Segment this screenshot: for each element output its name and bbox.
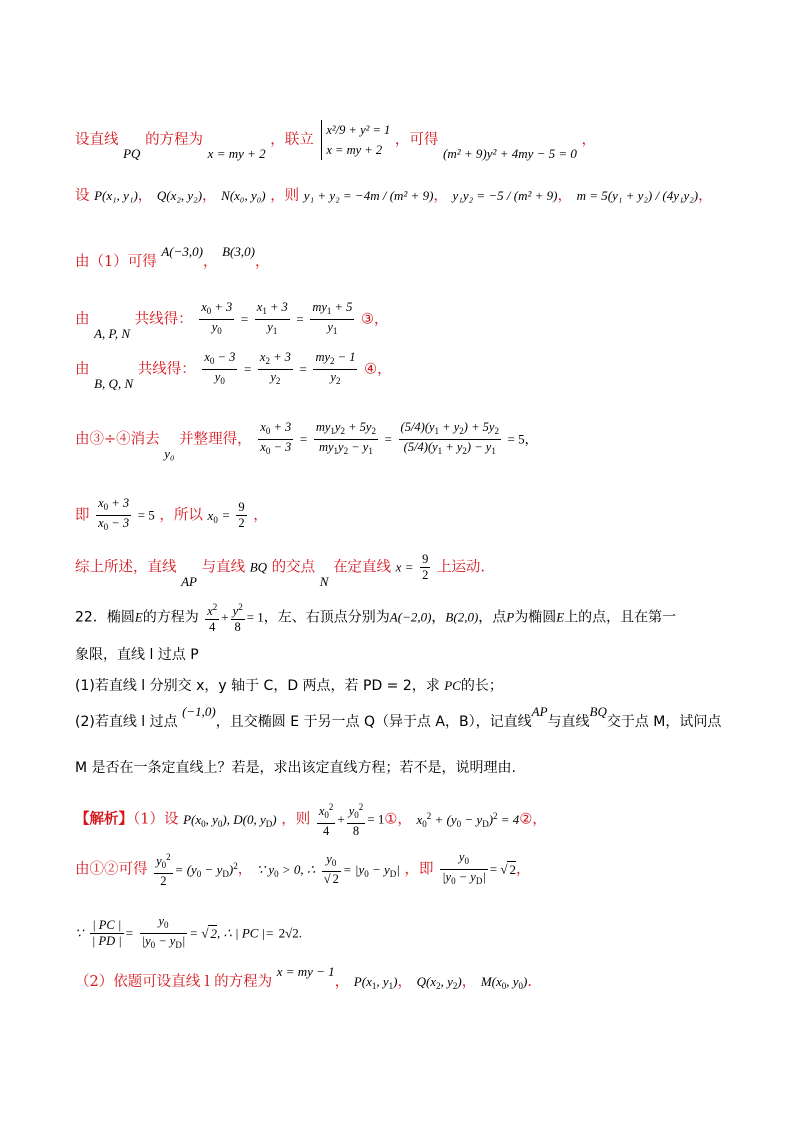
tag: ③ [360,311,374,328]
text: ，点 [478,609,507,626]
math-N: N(x₀, y₀) [221,188,266,203]
text: 并整理得， [179,431,252,448]
text: (2)若直线 l 过点 [75,714,178,730]
text: ，可得 [394,132,439,148]
fraction: $\frac{y_0^2}{8}$ [348,802,364,838]
text: 与直线 [201,559,246,576]
text: 由 [75,311,90,328]
math-A: A(−3,0) [161,244,203,259]
solution-line4: （2）依题可设直线 l 的方程为 x = my − 1， $P(x_1$, $y_1$)， $Q(x_2$, $y_2$)， $M(x_0$, $y_0$). [75,964,532,991]
math-BQ: BQ [249,559,268,575]
line-from-part1: 由（1）可得 A(−3,0)， B(3,0)， [75,244,270,270]
analysis-tag: 【解析】 [75,810,133,828]
text: 交于点 M，试问点 [606,714,722,730]
question-22-part2-line2: M 是否在一条定直线上？若是，求出该定直线方程；若不是，说明理由. [75,760,516,776]
text: （1）设 [133,811,179,828]
fraction: $\frac{y_0^2}{2}$ [156,852,171,888]
text: ，且交椭圆 E 于另一点 Q（异于点 A，B），记直线 [215,714,532,730]
math-pq: PQ [123,146,141,161]
math-y0: y₀ [164,445,175,461]
text: ， [253,507,268,524]
math-points: B, Q, N [94,375,134,391]
text: 共线得： [134,311,193,328]
math-sum: y₁ + y₂ = −4m / (m² + 9) [303,188,434,203]
fraction: $\frac{x_0 - 3}{y_0}$ [204,350,236,386]
text: 的长； [460,678,503,694]
math-m: m = 5(y₁ + y₂) / (4y₁y₂) [576,188,699,203]
text: （2）依题可设直线 l 的方程为 [75,974,273,990]
text: ，联立 [270,132,314,148]
solution-line2: 由①②可得 $\frac{y_0^2}{2}$ = $(y_0 - y_D)^2$， ∵ $y_0 > 0$, ∴ $\frac{y_0}{√ 2}$ = $|y_0 - y_D|$ ，即 $\frac{y_0}{|y_0 - y_D|}$ = √ 2， [75,850,531,888]
line-set-variables: 设 P(x₁, y₁)， Q(x₂, y₂)， N(x₀, y₀) ，则 y₁ + y₂ = −4m / (m² + 9)， y₁y₂ = −5 / (m² + 9)， m = 5(y₁ + y₂) / (4y₁y₂)， [75,188,713,204]
text: 22．椭圆 [75,609,135,626]
text: ，左、右顶点分别为 [263,609,390,626]
text: 在定直线 [333,559,392,576]
text: ， [581,132,596,148]
text: 上的点，且在第一 [564,609,677,626]
tag: ④ [364,361,378,378]
fraction: $\frac{x^2}{4}$ [207,602,218,634]
math-points: A, P, N [94,325,130,341]
text: 与直线 [547,714,590,730]
text: ，所以 [159,507,203,524]
text: 的方程为 [142,609,199,626]
fraction: $\frac{x_0 + 3}{x_0 - 3}$ [98,496,130,532]
text: 设 [75,188,90,204]
fraction: $\frac{| PC |}{| PD |}$ [91,918,122,948]
fraction: $\frac{x_0 + 3}{y_0}$ [201,300,233,336]
fraction: $\frac{my_1y_2 + 5y_2}{my_1y_2 - y_1}$ [315,420,376,456]
question-22-line1: 22．椭圆E的方程为 $\frac{x^2}{4}$ + $\frac{y^2}{8}$ = 1，左、右顶点分别为A(−2,0)，B(2,0)，点P为椭圆E上的点，且在第一 [75,602,677,634]
fraction: $\frac{my_2 - 1}{y_2}$ [315,350,356,386]
solution-line3: ∵ $\frac{| PC |}{| PD |}$ = $\frac{y_0}{|y_0 - y_D|}$ = √ 2, ∴ | PC |= 2√2. [75,914,302,953]
math-quadratic: (m² + 9)y² + 4my − 5 = 0 [443,146,577,161]
fraction: $\frac{9}{2}$ [238,500,245,530]
text: ②， [519,811,547,828]
fraction: $\frac{x_1 + 3}{y_1}$ [256,300,288,336]
solution-line1: 【解析】（1）设 $P(x_0$, $y_0$), D(0, $y_D$) ，则 $\frac{x_0^2}{4}$ + $\frac{y_0^2}{8}$ = 1①， $x_0^2 + (y_0 - y_D)^2$ = 4②， [75,802,547,838]
text: 由 [75,361,90,378]
fraction: $\frac{y_0}{|y_0 - y_D|}$ [442,850,486,886]
text: 的方程为 [145,132,204,148]
question-22-part1: (1)若直线 l 分别交 x，y 轴于 C，D 两点，若 PD = 2，求 PC的长； [75,678,503,694]
line-divide: 由③÷④消去 y₀ 并整理得， $\frac{x_0 + 3}{x_0 - 3}$ = $\frac{my_1y_2 + 5y_2}{my_1y_2 - y_1}$ = $\frac{(5/4)(y_1 + y_2) + 5y_2}{(5/4)(y_1 + y_2) - y_1}$ = 5， [75,420,538,461]
text: 综上所述，直线 [75,559,177,576]
fraction: $\frac{9}{2}$ [422,552,429,582]
fraction: $\frac{y^2}{8}$ [232,602,243,634]
equation-system [321,120,390,160]
system-top: x²/9 + y² = 1 [326,123,391,137]
text: (1)若直线 l 分别交 x，y 轴于 C，D 两点，若 PD = 2，求 [75,678,440,694]
math-AP: AP [181,573,197,589]
math-result: 2√2. [278,925,303,941]
text: ，即 [404,861,434,878]
text: 上运动. [436,559,486,576]
text: 的交点 [271,559,316,576]
text: 由①②可得 [75,861,148,878]
text: ①， [384,811,412,828]
text: = 5， [507,431,538,447]
line-collinear-apn: 由 A, P, N 共线得： $\frac{x_0 + 3}{y_0}$ = $\frac{x_1 + 3}{y_1}$ = $\frac{my_1 + 5}{y_1}$ ③， [75,300,389,341]
text: 由③÷④消去 [75,431,160,448]
line-therefore: 即 $\frac{x_0 + 3}{x_0 - 3}$ = 5 ，所以 $x_0$ = $\frac{9}{2}$ ， [75,496,268,535]
fraction: $\frac{x_0^2}{4}$ [318,802,334,838]
fraction: $\frac{(5/4)(y_1 + y_2) + 5y_2}{(5/4)(y_1 + y_2) - y_1}$ [400,420,499,456]
text: 共线得： [137,361,196,378]
question-22-line2: 象限，直线 l 过点 P [75,647,199,663]
fraction: $\frac{my_1 + 5}{y_1}$ [312,300,353,336]
line-equation-setup [75,120,596,160]
fraction: $\frac{y_0}{√ 2}$ [323,852,339,886]
fraction: $\frac{y_0}{|y_0 - y_D|}$ [141,914,186,950]
math-B: B(3,0) [222,244,255,259]
question-22-part2: (2)若直线 l 过点 (−1,0)，且交椭圆 E 于另一点 Q（异于点 A，B），记直线AP与直线BQ交于点 M，试问点 [75,704,722,730]
fraction: $\frac{x_2 + 3}{y_2}$ [259,350,291,386]
text: ，则 [270,188,300,204]
fraction: $\frac{x_0 + 3}{x_0 - 3}$ [260,420,292,456]
text: 由（1）可得 [75,254,157,270]
math-N: N [319,573,329,589]
math-prod: y₁y₂ = −5 / (m² + 9) [452,188,558,203]
system-bottom: x = my + 2 [326,143,383,157]
math-Q: Q(x₂, y₂) [156,188,203,203]
text: ，则 [281,811,311,828]
line-conclusion: 综上所述，直线 AP 与直线 BQ 的交点 N 在定直线 x = $\frac{9}{2}$ 上运动. [75,552,486,589]
text: 为椭圆 [514,609,557,626]
line-collinear-bqn: 由 B, Q, N 共线得： $\frac{x_0 - 3}{y_0}$ = $\frac{x_2 + 3}{y_2}$ = $\frac{my_2 - 1}{y_2}$ ④， [75,350,392,391]
math-line-eq: x = my + 2 [207,146,266,161]
text: 设直线 [75,132,119,148]
math-P: P(x₁, y₁) [94,188,138,203]
text: 即 [75,507,90,524]
